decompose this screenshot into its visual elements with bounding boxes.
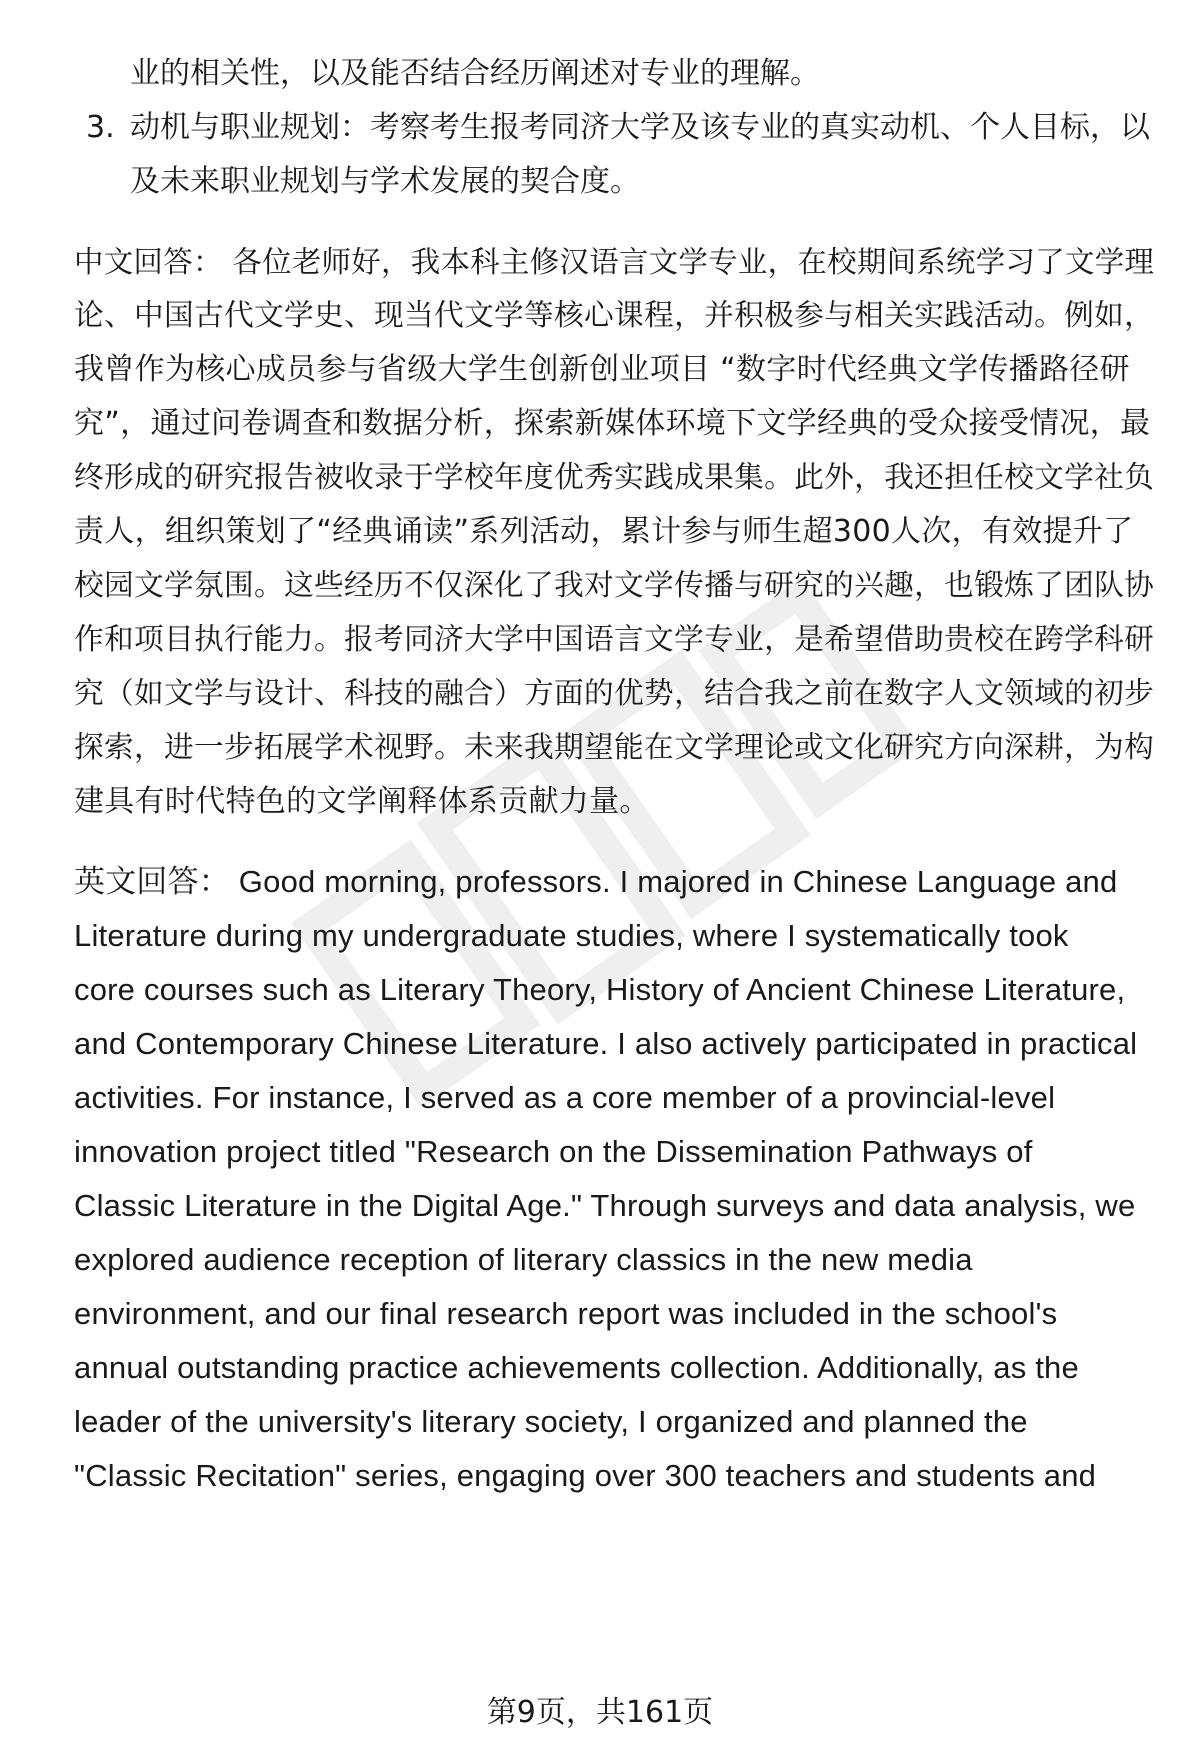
page-number-footer: 第9页，共161页 — [486, 1695, 714, 1730]
chinese-answer-line: 论、中国古代文学史、现当代文学等核心课程，并积极参与相关实践活动。例如， — [74, 298, 1155, 333]
list-item-3-line-1: 动机与职业规划：考察考生报考同济大学及该专业的真实动机、个人目标，以 — [130, 110, 1150, 145]
list-item-3-number: 3. — [86, 110, 115, 145]
chinese-answer-line: 究（如文学与设计、科技的融合）方面的优势，结合我之前在数字人文领域的初步 — [74, 676, 1155, 711]
list-item-3-line-2: 及未来职业规划与学术发展的契合度。 — [130, 164, 640, 199]
english-answer-line: Classic Literature in the Digital Age." Through surveys and data analysis, we — [74, 1188, 1136, 1223]
english-answer-line: Literature during my undergraduate studies, where I systematically took — [74, 918, 1069, 953]
english-answer-line: core courses such as Literary Theory, History of Ancient Chinese Literature, — [74, 972, 1126, 1007]
english-answer-line: leader of the university's literary society, I organized and planned the — [74, 1404, 1028, 1439]
chinese-answer-line: 中文回答： 各位老师好，我本科主修汉语言文学专业，在校期间系统学习了文学理 — [74, 245, 1155, 279]
chinese-answer-line: 作和项目执行能力。报考同济大学中国语言文学专业，是希望借助贵校在跨学科研 — [74, 622, 1155, 657]
chinese-answer-line: 究”，通过问卷调查和数据分析，探索新媒体环境下文学经典的受众接受情况，最 — [74, 406, 1151, 441]
english-answer-line: innovation project titled "Research on the Dissemination Pathways of — [74, 1134, 1033, 1169]
english-answer-line: activities. For instance, I served as a core member of a provincial-level — [74, 1080, 1056, 1115]
chinese-answer-line: 我曾作为核心成员参与省级大学生创新创业项目 “数字时代经典文学传播路径研 — [74, 352, 1130, 387]
english-answer-line: annual outstanding practice achievements collection. Additionally, as the — [74, 1350, 1079, 1385]
english-answer-line: environment, and our final research report was included in the school's — [74, 1296, 1058, 1331]
english-answer-line: and Contemporary Chinese Literature. I also actively participated in practical — [74, 1026, 1138, 1061]
chinese-answer-line: 探索，进一步拓展学术视野。未来我期望能在文学理论或文化研究方向深耕，为构 — [74, 730, 1155, 765]
chinese-answer-line: 终形成的研究报告被收录于学校年度优秀实践成果集。此外，我还担任校文学社负 — [74, 460, 1155, 495]
list-item-2-continuation: 业的相关性，以及能否结合经历阐述对专业的理解。 — [130, 56, 820, 91]
chinese-answer-line: 责人，组织策划了“经典诵读”系列活动，累计参与师生超300人次，有效提升了 — [74, 514, 1134, 549]
english-answer-line: "Classic Recitation" series, engaging over 300 teachers and students and — [74, 1458, 1097, 1493]
english-answer-line: 英文回答： Good morning, professors. I majored in Chinese Language and — [74, 864, 1118, 899]
english-answer-line: explored audience reception of literary classics in the new media — [74, 1242, 973, 1277]
chinese-answer-line: 建具有时代特色的文学阐释体系贡献力量。 — [74, 784, 650, 819]
chinese-answer-line: 校园文学氛围。这些经历不仅深化了我对文学传播与研究的兴趣，也锻炼了团队协 — [74, 568, 1155, 603]
